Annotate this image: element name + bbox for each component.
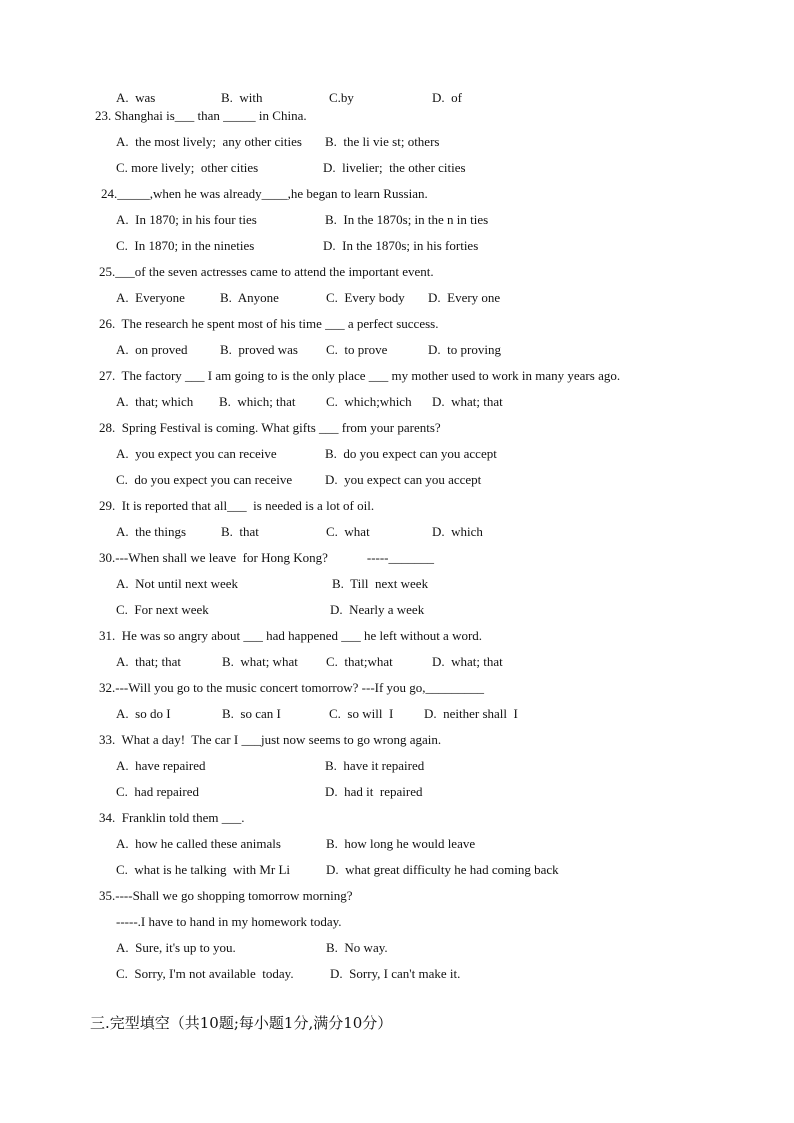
answer-option: A. so do I xyxy=(116,706,171,721)
answer-option: A. was xyxy=(116,90,156,105)
answer-option: C. Sorry, I'm not available today. xyxy=(116,966,294,981)
answer-option: D. what; that xyxy=(432,394,503,409)
question-stem: 26. The research he spent most of his time ___ a perfect success. xyxy=(99,316,439,331)
answer-option: C. For next week xyxy=(116,602,209,617)
answer-option: C. that;what xyxy=(326,654,393,669)
answer-option: D. what great difficulty he had coming back xyxy=(326,862,559,877)
question-stem: 29. It is reported that all___ is needed is a lot of oil. xyxy=(99,498,375,513)
answer-option: C. what is he talking with Mr Li xyxy=(116,862,291,877)
question-stem: 24._____,when he was already____,he began to learn Russian. xyxy=(101,186,428,201)
question-stem: 32.---Will you go to the music concert tomorrow? ---If you go,_________ xyxy=(99,680,485,695)
question-stem: 33. What a day! The car I ___just now seems to go wrong again. xyxy=(99,732,442,747)
question-stem: 34. Franklin told them ___. xyxy=(99,810,245,825)
answer-option: C. what xyxy=(326,524,370,539)
question-stem: 30.---When shall we leave for Hong Kong? -----_______ xyxy=(99,550,435,565)
question-stem: 27. The factory ___ I am going to is the only place ___ my mother used to work in many years ago. xyxy=(99,368,621,383)
answer-option: D. neither shall I xyxy=(424,706,518,721)
question-stem: 31. He was so angry about ___ had happened ___ he left without a word. xyxy=(99,628,483,643)
answer-option: D. which xyxy=(432,524,483,539)
answer-option: C.by xyxy=(329,90,354,105)
answer-option: D. to proving xyxy=(428,342,501,357)
answer-option: D. had it repaired xyxy=(325,784,423,799)
answer-option: C. do you expect you can receive xyxy=(116,472,293,487)
answer-option: B. how long he would leave xyxy=(326,836,476,851)
answer-option: B. so can I xyxy=(222,706,281,721)
answer-option: A. have repaired xyxy=(116,758,206,773)
answer-option: B. with xyxy=(221,90,263,105)
answer-option: B. Till next week xyxy=(332,576,429,591)
answer-option: D. you expect can you accept xyxy=(325,472,482,487)
answer-option: C. to prove xyxy=(326,342,388,357)
answer-option: D. livelier; the other cities xyxy=(323,160,466,175)
question-stem: 23. Shanghai is___ than _____ in China. xyxy=(95,108,307,123)
question-stem: 28. Spring Festival is coming. What gifts ___ from your parents? xyxy=(99,420,441,435)
answer-option: B. that xyxy=(221,524,259,539)
answer-option: A. In 1870; in his four ties xyxy=(116,212,257,227)
answer-option: A. Not until next week xyxy=(116,576,239,591)
answer-option: D. Nearly a week xyxy=(330,602,425,617)
section-heading: 三.完型填空（共10题;每小题1分,满分10分） xyxy=(90,1014,393,1032)
answer-option: C. had repaired xyxy=(116,784,200,799)
answer-option: A. Sure, it's up to you. xyxy=(116,940,236,955)
answer-option: B. In the 1870s; in the n in ties xyxy=(325,212,489,227)
question-stem: 35.----Shall we go shopping tomorrow morning? xyxy=(99,888,353,903)
answer-option: D. Sorry, I can't make it. xyxy=(330,966,461,981)
answer-option: C. In 1870; in the nineties xyxy=(116,238,255,253)
answer-option: B. Anyone xyxy=(220,290,279,305)
answer-option: D. of xyxy=(432,90,462,105)
answer-option: C. so will I xyxy=(329,706,394,721)
answer-option: A. that; that xyxy=(116,654,181,669)
answer-option: A. Everyone xyxy=(116,290,185,305)
answer-option: B. the li vie st; others xyxy=(325,134,440,149)
answer-option: A. the most lively; any other cities xyxy=(116,134,302,149)
question-dialogue-line: -----.I have to hand in my homework today. xyxy=(116,914,342,929)
answer-option: B. No way. xyxy=(326,940,388,955)
answer-option: A. you expect you can receive xyxy=(116,446,277,461)
answer-option: B. do you expect can you accept xyxy=(325,446,497,461)
answer-option: D. In the 1870s; in his forties xyxy=(323,238,479,253)
answer-option: C. Every body xyxy=(326,290,405,305)
answer-option: B. what; what xyxy=(222,654,298,669)
answer-option: B. proved was xyxy=(220,342,298,357)
answer-option: D. what; that xyxy=(432,654,503,669)
answer-option: B. have it repaired xyxy=(325,758,425,773)
answer-option: B. which; that xyxy=(219,394,296,409)
question-stem: 25.___of the seven actresses came to attend the important event. xyxy=(99,264,434,279)
answer-option: D. Every one xyxy=(428,290,501,305)
answer-option: C. more lively; other cities xyxy=(116,160,259,175)
answer-option: A. the things xyxy=(116,524,187,539)
answer-option: A. how he called these animals xyxy=(116,836,281,851)
answer-option: A. that; which xyxy=(116,394,194,409)
answer-option: C. which;which xyxy=(326,394,412,409)
answer-option: A. on proved xyxy=(116,342,188,357)
